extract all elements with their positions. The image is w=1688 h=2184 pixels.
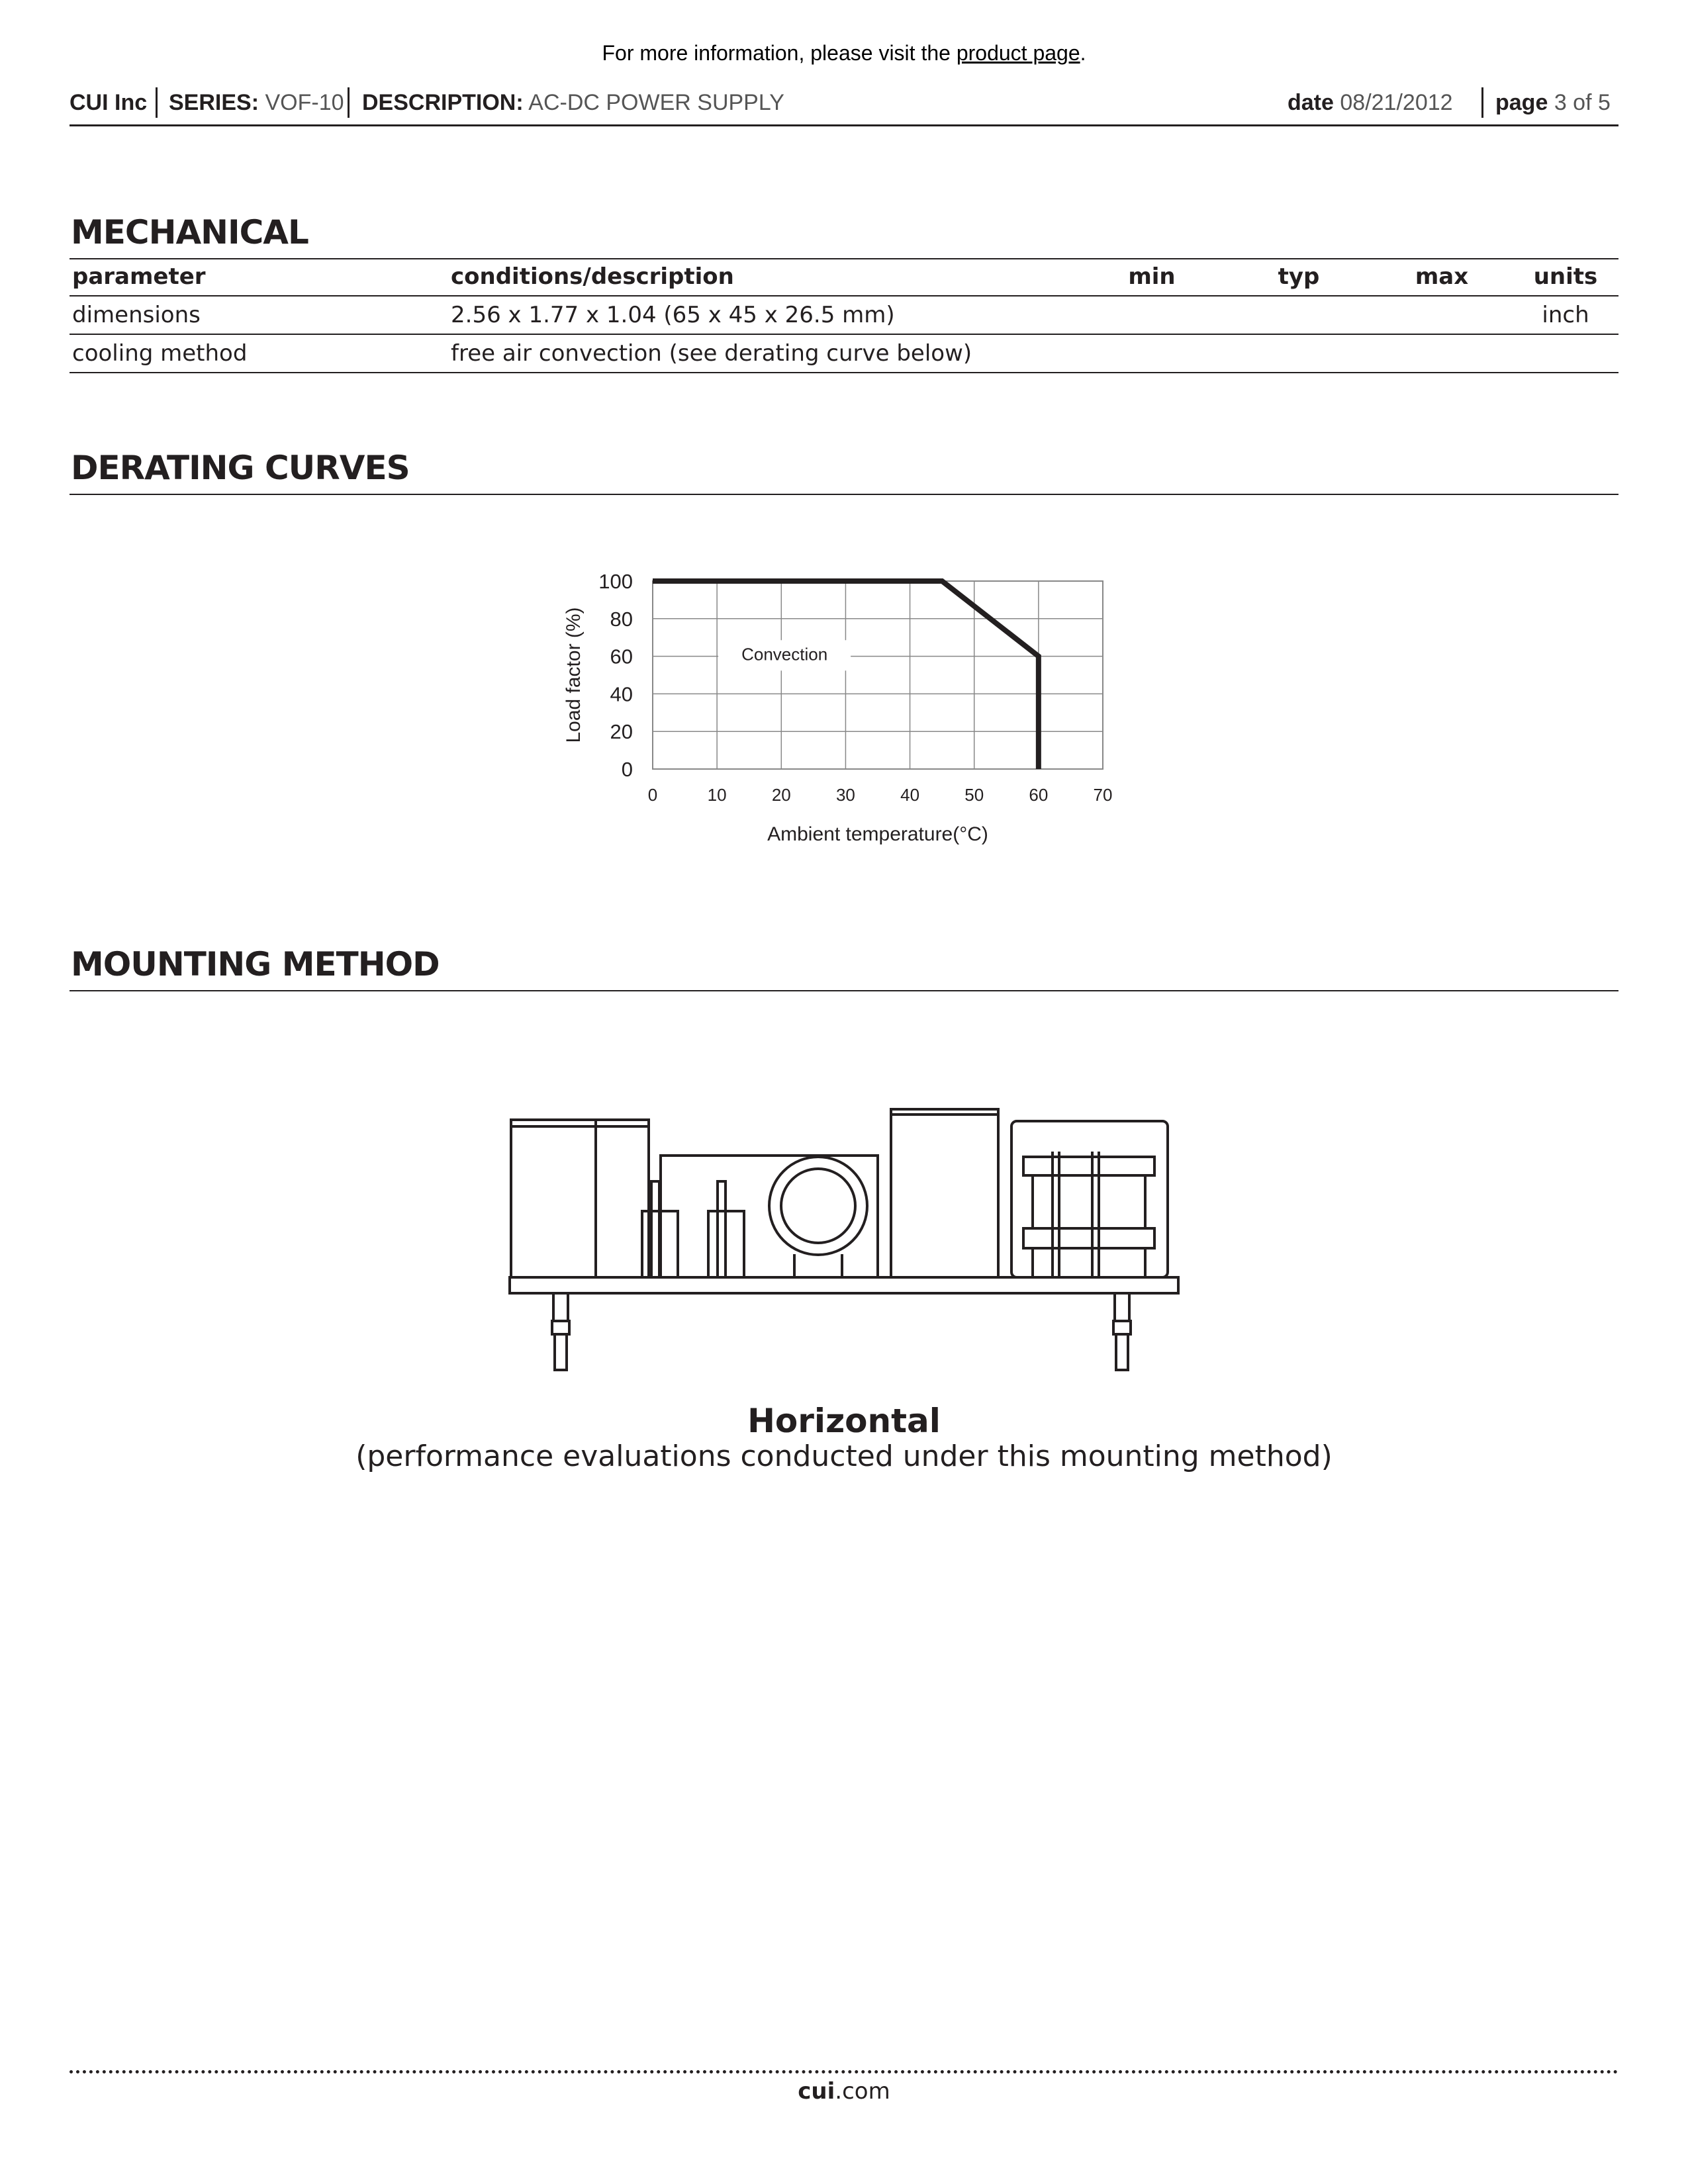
x-tick-label: 60: [1029, 785, 1049, 805]
y-tick-labels: [598, 570, 633, 781]
mechanical-heading: MECHANICAL: [71, 213, 308, 251]
footer-divider: [70, 2070, 1618, 2073]
column-header: units: [1510, 258, 1618, 296]
table-row: [70, 334, 1618, 373]
date-field: date 08/21/2012: [1288, 90, 1453, 115]
table-cell: dimensions: [70, 296, 448, 334]
mounting-caption-subtitle: (performance evaluations conducted under this mounting method): [355, 1439, 1333, 1473]
capacitor-tall: [891, 1109, 998, 1277]
header-divider: [156, 87, 158, 118]
capacitor-left: [511, 1120, 649, 1277]
plot-frame: [653, 581, 1103, 769]
table-row: [70, 296, 1618, 334]
company-name: CUI Inc: [70, 90, 148, 115]
mounting-caption-title: Horizontal: [747, 1402, 941, 1440]
mounting-heading: MOUNTING METHOD: [71, 945, 440, 983]
footer-link[interactable]: [0, 2078, 1688, 2105]
description-field: DESCRIPTION: AC-DC POWER SUPPLY: [362, 90, 784, 115]
x-tick-label: 70: [1093, 785, 1113, 805]
table-cell: [1510, 334, 1618, 373]
x-tick-label: 10: [707, 785, 727, 805]
column-header: min: [1077, 258, 1224, 296]
date-value: 08/21/2012: [1340, 90, 1453, 115]
table-cell: [1371, 296, 1510, 334]
y-tick-label: 0: [621, 758, 633, 781]
table-cell: 2.56 x 1.77 x 1.04 (65 x 45 x 26.5 mm): [448, 296, 1077, 334]
table-cell: [1371, 334, 1510, 373]
x-tick-label: 50: [964, 785, 984, 805]
table-header-row: [70, 258, 1618, 296]
column-header: typ: [1224, 258, 1371, 296]
x-axis-label: Ambient temperature(°C): [767, 823, 988, 845]
table-cell: [1077, 334, 1224, 373]
toroid-coil: [769, 1157, 867, 1255]
table-cell: inch: [1510, 296, 1618, 334]
top-note-end: .: [1080, 41, 1086, 65]
table-cell: [1224, 334, 1371, 373]
header-divider: [348, 87, 350, 118]
y-tick-label: 100: [598, 570, 633, 593]
convection-annotation: Convection: [741, 644, 828, 664]
standoff-pin-right: [1113, 1293, 1131, 1370]
page-value: 3 of 5: [1554, 90, 1611, 115]
table-cell: cooling method: [70, 334, 448, 373]
column-header: conditions/description: [448, 258, 1077, 296]
series-value: VOF-10: [265, 90, 344, 115]
x-tick-label: 0: [647, 785, 658, 805]
y-tick-label: 60: [610, 645, 633, 668]
mechanical-table: [70, 258, 1618, 373]
y-tick-label: 40: [610, 682, 633, 706]
description-value: AC-DC POWER SUPPLY: [528, 90, 784, 115]
chart-grid: [653, 581, 1103, 769]
page-field: page 3 of 5: [1495, 90, 1611, 115]
header-divider: [1481, 87, 1483, 118]
y-tick-label: 20: [610, 720, 633, 744]
page-header: [70, 85, 1618, 126]
top-note: [0, 41, 1688, 66]
x-tick-labels: [648, 785, 1113, 805]
derating-rule: [70, 494, 1618, 495]
top-note-text: For more information, please visit the: [602, 41, 957, 65]
standoff-pin-left: [552, 1293, 569, 1370]
product-page-link[interactable]: product page: [956, 41, 1080, 65]
footer-domain: .com: [835, 2078, 890, 2105]
mounting-rule: [70, 990, 1618, 991]
series-field: SERIES: VOF-10: [169, 90, 344, 115]
column-header: max: [1371, 258, 1510, 296]
column-header: parameter: [70, 258, 448, 296]
table-cell: [1224, 296, 1371, 334]
horizontal-mounting-illustration: [503, 1099, 1192, 1390]
table-cell: [1077, 296, 1224, 334]
x-tick-label: 20: [771, 785, 791, 805]
x-tick-label: 30: [835, 785, 855, 805]
y-axis-label: Load factor (%): [563, 607, 585, 743]
derating-heading: DERATING CURVES: [71, 449, 410, 487]
y-tick-label: 80: [610, 607, 633, 631]
footer-brand: cui: [798, 2078, 835, 2105]
pcb-board: [510, 1277, 1178, 1293]
table-cell: free air convection (see derating curve below): [448, 334, 1077, 373]
x-tick-label: 40: [900, 785, 920, 805]
derating-chart: [543, 556, 1139, 854]
